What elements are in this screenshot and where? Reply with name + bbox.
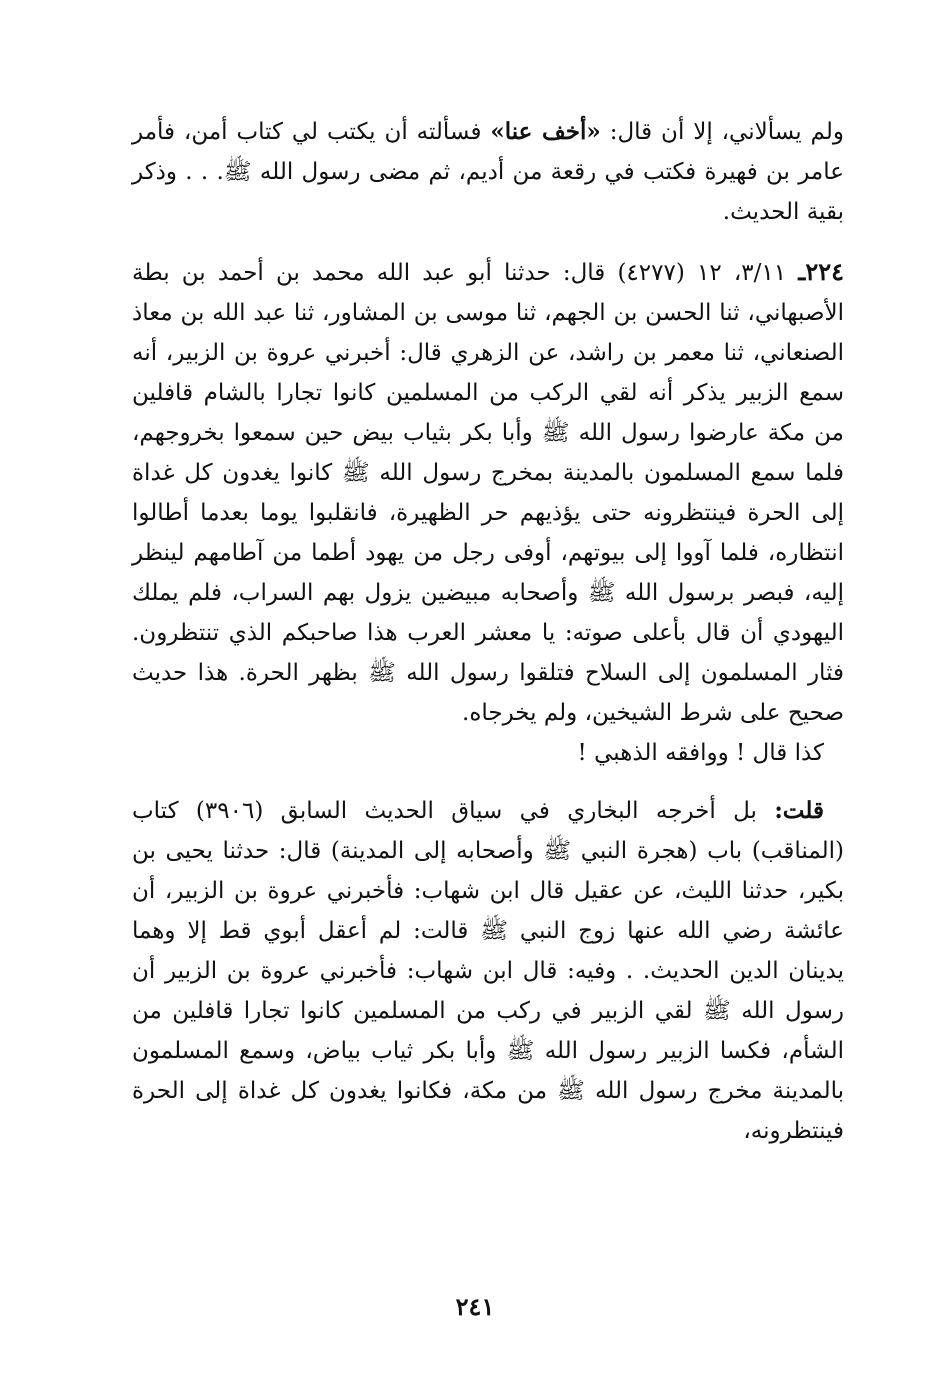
comment-text: كذا قال ! ووافقه الذهبي ! [577, 740, 824, 766]
paragraph-1-text-b: فسألته أن يكتب لي كتاب أمن، فأمر عامر بن فهيرة فكتب في رقعة من أديم، ثم مضى رسول الله ﷺ. . . وذكر بقية الحديث. [132, 119, 844, 225]
paragraph-1 [132, 112, 844, 232]
page-number: ٢٤١ [455, 1292, 495, 1321]
note-lead: قلت: [774, 797, 824, 824]
note-text: بل أخرجه البخاري في سياق الحديث السابق (٣٩٠٦) كتاب (المناقب) باب (هجرة النبي ﷺ وأصحابه إلى المدينة) قال: حدثنا يحيى بن بكير، حدثنا الليث، عن عقيل قال ابن شهاب: فأخبرني عروة بن الزبير، أن عائشة رضي الله عنها زوج النبي ﷺ قالت: لم أعقل أبوي قط إلا وهما يدينان الدين الحديث. . وفيه: قال ابن شهاب: فأخبرني عروة بن الزبير أن رسول الله ﷺ لقي الزبير في ركب من المسلمين كانوا تجارا قافلين من الشأم، فكسا الزبير رسول الله ﷺ وأبا بكر ثياب بياض، وسمع المسلمون بالمدينة مخرج رسول الله ﷺ من مكة، فكانوا يغدون كل غداة إلى الحرة فينتظرونه، [132, 798, 844, 1144]
hadith-reference: ٣/١١، ١٢ (٤٢٧٧) [605, 260, 799, 286]
hadith-224 [132, 252, 844, 733]
note-paragraph [132, 791, 844, 1151]
page-body [132, 112, 844, 1151]
hadith-text: قال: حدثنا أبو عبد الله محمد بن أحمد بن بطة الأصبهاني، ثنا الحسن بن الجهم، ثنا موسى بن المشاور، ثنا عبد الله بن معاذ الصنعاني، ثنا معمر بن راشد، عن الزهري قال: أخبرني عروة بن الزبير، أنه سمع الزبير يذكر أنه لقي الركب من المسلمين كانوا تجارا بالشام قافلين من مكة عارضوا رسول الله ﷺ وأبا بكر بثياب بيض حين سمعوا بخروجهم، فلما سمع المسلمون بالمدينة بمخرج رسول الله ﷺ كانوا يغدون كل غداة إلى الحرة فينتظرونه حتى يؤذيهم حر الظهيرة، فانقلبوا يوما بعدما أطالوا انتظاره، فلما آووا إلى بيوتهم، أوفى رجل من يهود أطما من آطامهم لينظر إليه، فبصر برسول الله ﷺ وأصحابه مبيضين يزول بهم السراب، فلم يملك اليهودي أن قال بأعلى صوته: يا معشر العرب هذا صاحبكم الذي تنتظرون. فثار المسلمون إلى السلاح فتلقوا رسول الله ﷺ بظهر الحرة. هذا حديث صحيح على شرط الشيخين، ولم يخرجاه. [132, 260, 844, 726]
paragraph-1-text-a: ولم يسألاني، إلا أن قال: [600, 119, 844, 145]
paragraph-1-bold-quote: «أخف عنا» [490, 118, 601, 145]
comment-line [132, 733, 844, 773]
hadith-number: ٢٢٤ـ [798, 257, 844, 286]
